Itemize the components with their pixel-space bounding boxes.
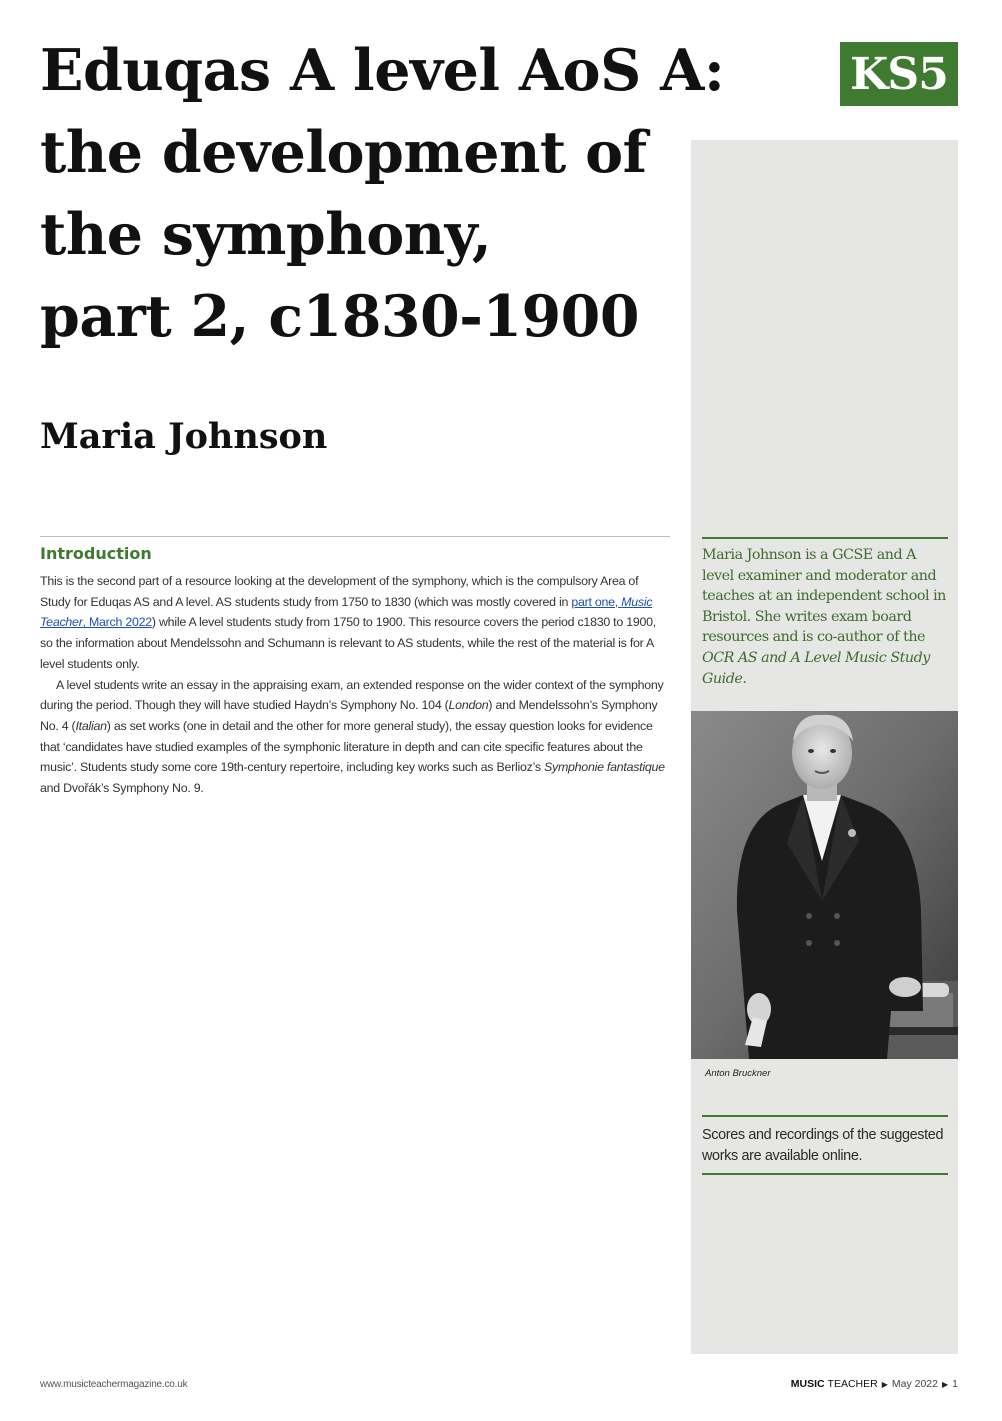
title-line-1: Eduqas A level AoS A: bbox=[40, 37, 725, 104]
intro-paragraph-2: A level students write an essay in the appraising exam, an extended response on the wider context of the symphony during the period. Though they will have studied Haydn’s Symphony No. 104 (London) and Mendelssohn’s Symphony No. 4 (Italian) as set works (one in detail and the other for more general study), the essay question looks for evidence that ‘candidates have studied examples of the symphonic literature in depth and can cite specific features about the music’. Students study some core 19th-century repertoire, including key works such as Berlioz’s Symphonie fantastique and Dvořák’s Symphony No. 9. bbox=[40, 677, 665, 796]
part-one-link[interactable]: part one, Music Teacher, March 2022 bbox=[40, 594, 653, 630]
bio-top-rule bbox=[702, 537, 948, 539]
title-line-4: part 2, c1830-1900 bbox=[40, 283, 639, 350]
ks5-badge: KS5 bbox=[840, 42, 958, 106]
footer-issue-info bbox=[791, 1378, 958, 1390]
magazine-name: MUSIC TEACHER bbox=[790, 1378, 878, 1390]
bruckner-photo bbox=[691, 711, 958, 1059]
triangle-right-icon: ▶ bbox=[942, 1379, 949, 1389]
author-bio: Maria Johnson is a GCSE and A level examiner and moderator and teaches at an independent school in Bristol. She writes exam board resources and is co-author of the OCR AS and A Level Music Study Guide. bbox=[702, 547, 946, 687]
scores-top-rule bbox=[702, 1115, 948, 1117]
section-divider bbox=[40, 536, 670, 537]
triangle-right-icon: ▶ bbox=[881, 1379, 888, 1389]
scores-note: Scores and recordings of the suggested works are available online. bbox=[702, 1127, 944, 1164]
issue-date: May 2022 bbox=[891, 1378, 938, 1390]
scores-bottom-rule bbox=[702, 1173, 948, 1175]
introduction-body bbox=[40, 571, 668, 799]
footer-website: www.musicteachermagazine.co.uk bbox=[40, 1379, 188, 1390]
title-line-3: the symphony, bbox=[40, 201, 492, 268]
photo-caption: Anton Bruckner bbox=[705, 1068, 771, 1079]
author-name: Maria Johnson bbox=[40, 416, 328, 457]
page-title bbox=[40, 30, 740, 358]
introduction-heading: Introduction bbox=[40, 544, 152, 563]
page-number: 1 bbox=[952, 1378, 958, 1390]
intro-paragraph-1: This is the second part of a resource looking at the development of the symphony, which is the compulsory Area of Study for Eduqas AS and A level. AS students study from 1750 to 1830 (which was mostly covered in part one, Music Teacher, March 2022) while A level students study from 1750 to 1900. This resource covers the period c1830 to 1900, so the information about Mendelssohn and Schumann is relevant to AS students, while the rest of the material is for A level students only. bbox=[40, 574, 656, 671]
title-line-2: the development of bbox=[40, 119, 647, 186]
